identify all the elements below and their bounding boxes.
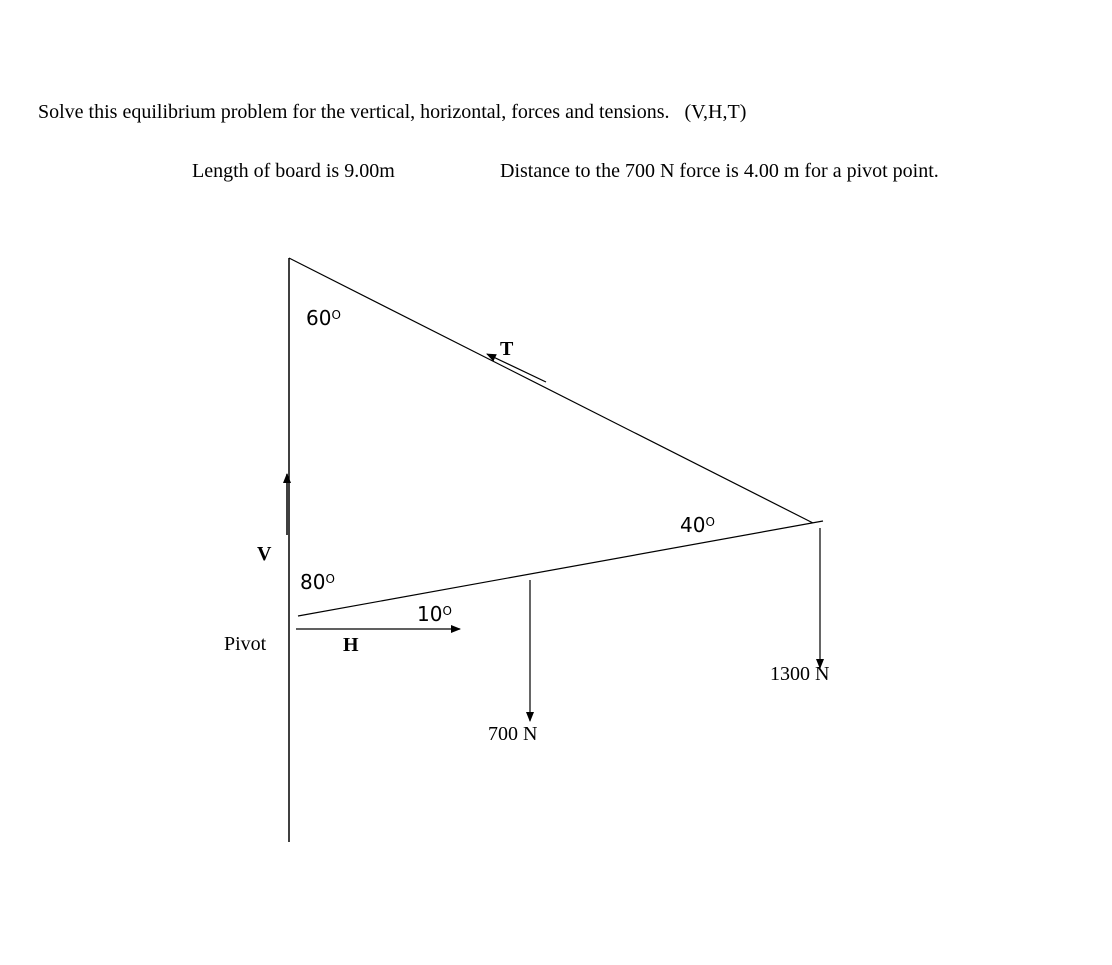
horizontal-force-label: H (343, 634, 359, 656)
problem-statement: Solve this equilibrium problem for the vertical, horizontal, forces and tensions. (V,H,T) (38, 101, 747, 123)
tension-arrow (487, 354, 546, 382)
angle-top-label: $60^O$ (306, 306, 341, 330)
load-700-label: 700 N (488, 723, 538, 745)
tension-label: T (500, 338, 514, 360)
pivot-label: Pivot (224, 633, 267, 655)
angle-board-pivot-label: $80^O$ (300, 570, 335, 594)
load-1300-label: 1300 N (770, 663, 830, 685)
vertical-force-label: V (257, 543, 272, 565)
board-length-text: Length of board is 9.00m (192, 160, 395, 182)
angle-horizontal-pivot-label: $10^O$ (417, 602, 452, 626)
tension-cable (289, 258, 813, 523)
force-distance-text: Distance to the 700 N force is 4.00 m for a pivot point. (500, 160, 939, 182)
angle-right-end-label: $40^O$ (680, 513, 715, 537)
board-line (298, 521, 823, 616)
